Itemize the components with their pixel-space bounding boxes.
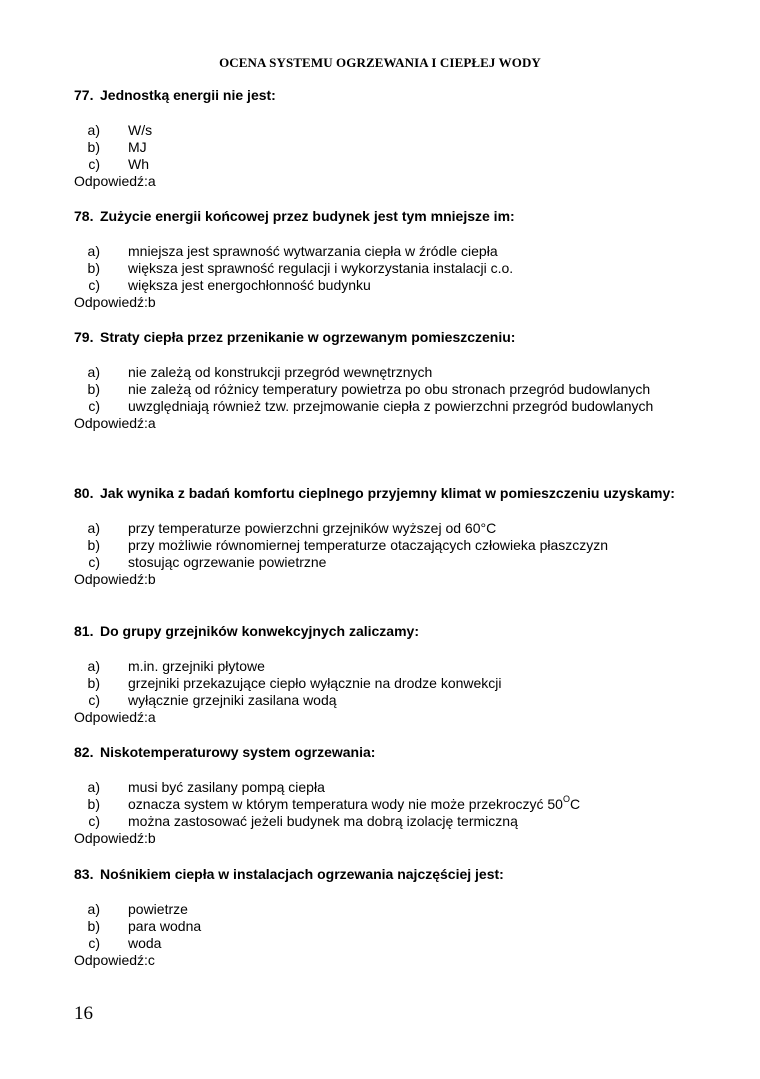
answer-line: Odpowiedź:a bbox=[74, 415, 156, 431]
option-a: a) nie zależą od konstrukcji przegród wewnętrznych bbox=[87, 364, 433, 380]
question-number: 80. bbox=[74, 485, 94, 501]
question-82 bbox=[74, 743, 686, 847]
answer-line: Odpowiedź:a bbox=[74, 709, 156, 725]
option-b: b) para wodna bbox=[87, 918, 202, 934]
option-a: a) powietrze bbox=[87, 901, 188, 917]
option-b: b) MJ bbox=[87, 139, 147, 155]
option-c: c) uwzględniają również tzw. przejmowanie ciepła z powierzchni przegród budowlanych bbox=[88, 398, 654, 414]
question-78 bbox=[74, 207, 686, 311]
option-b: b) większa jest sprawność regulacji i wykorzystania instalacji c.o. bbox=[87, 260, 514, 276]
page-header: OCENA SYSTEMU OGRZEWANIA I CIEPŁEJ WODY bbox=[219, 55, 541, 70]
answer-line: Odpowiedź:c bbox=[74, 952, 155, 968]
question-number: 78. bbox=[74, 208, 94, 224]
option-a: a) mniejsza jest sprawność wytwarzania ciepła w źródle ciepła bbox=[87, 243, 498, 259]
question-79 bbox=[74, 328, 686, 432]
options-list bbox=[74, 364, 686, 415]
page-number: 16 bbox=[74, 1003, 93, 1024]
option-b: b) przy możliwie równomiernej temperaturze otaczających człowieka płaszczyzn bbox=[87, 537, 609, 553]
option-c: c) Wh bbox=[88, 156, 149, 172]
question-text: Jak wynika z badań komfortu cieplnego przyjemny klimat w pomieszczeniu uzyskamy: bbox=[100, 485, 675, 501]
question-number: 82. bbox=[74, 744, 94, 760]
answer-line: Odpowiedź:b bbox=[74, 294, 156, 310]
question-text: Jednostką energii nie jest: bbox=[100, 87, 276, 103]
option-b: b) grzejniki przekazujące ciepło wyłącznie na drodze konwekcji bbox=[87, 675, 502, 691]
answer-line: Odpowiedź:a bbox=[74, 173, 156, 189]
options-list bbox=[74, 901, 686, 952]
option-a: a) m.in. grzejniki płytowe bbox=[87, 658, 265, 674]
question-number: 83. bbox=[74, 866, 94, 882]
option-b: b) oznacza system w którym temperatura wody nie może przekroczyć $50^OC$ bbox=[87, 794, 581, 812]
options-list bbox=[74, 243, 686, 294]
degree-superscript: O bbox=[562, 794, 570, 804]
option-b: b) nie zależą od różnicy temperatury powietrza po obu stronach przegród budowlanych bbox=[87, 381, 651, 397]
option-a: a) musi być zasilany pompą ciepła bbox=[87, 779, 325, 795]
options-list bbox=[74, 520, 686, 571]
question-number: 81. bbox=[74, 623, 94, 639]
options-list bbox=[74, 658, 686, 709]
question-number: 77. bbox=[74, 87, 94, 103]
question-77 bbox=[74, 86, 686, 190]
question-text: Nośnikiem ciepła w instalacjach ogrzewania najczęściej jest: bbox=[100, 866, 504, 882]
question-number: 79. bbox=[74, 329, 94, 345]
options-list bbox=[74, 122, 686, 173]
question-text: Do grupy grzejników konwekcyjnych zaliczamy: bbox=[100, 623, 419, 639]
question-text: Niskotemperaturowy system ogrzewania: bbox=[100, 744, 376, 760]
answer-line: Odpowiedź:b bbox=[74, 571, 156, 587]
question-80 bbox=[74, 484, 686, 588]
option-c: c) można zastosować jeżeli budynek ma dobrą izolację termiczną bbox=[88, 813, 518, 829]
option-a: a) przy temperaturze powierzchni grzejników wyższej od 60°C bbox=[87, 520, 497, 536]
option-c: c) większa jest energochłonność budynku bbox=[88, 277, 371, 293]
option-a: a) W/s bbox=[87, 122, 153, 138]
answer-line: Odpowiedź:b bbox=[74, 830, 156, 846]
question-text: Straty ciepła przez przenikanie w ogrzewanym pomieszczeniu: bbox=[100, 329, 516, 345]
option-c: c) woda bbox=[88, 935, 162, 951]
option-c: c) stosując ogrzewanie powietrzne bbox=[88, 554, 327, 570]
question-83 bbox=[74, 865, 686, 969]
options-list bbox=[74, 779, 686, 830]
question-text: Zużycie energii końcowej przez budynek jest tym mniejsze im: bbox=[100, 208, 515, 224]
option-c: c) wyłącznie grzejniki zasilana wodą bbox=[88, 692, 337, 708]
question-81 bbox=[74, 622, 686, 726]
